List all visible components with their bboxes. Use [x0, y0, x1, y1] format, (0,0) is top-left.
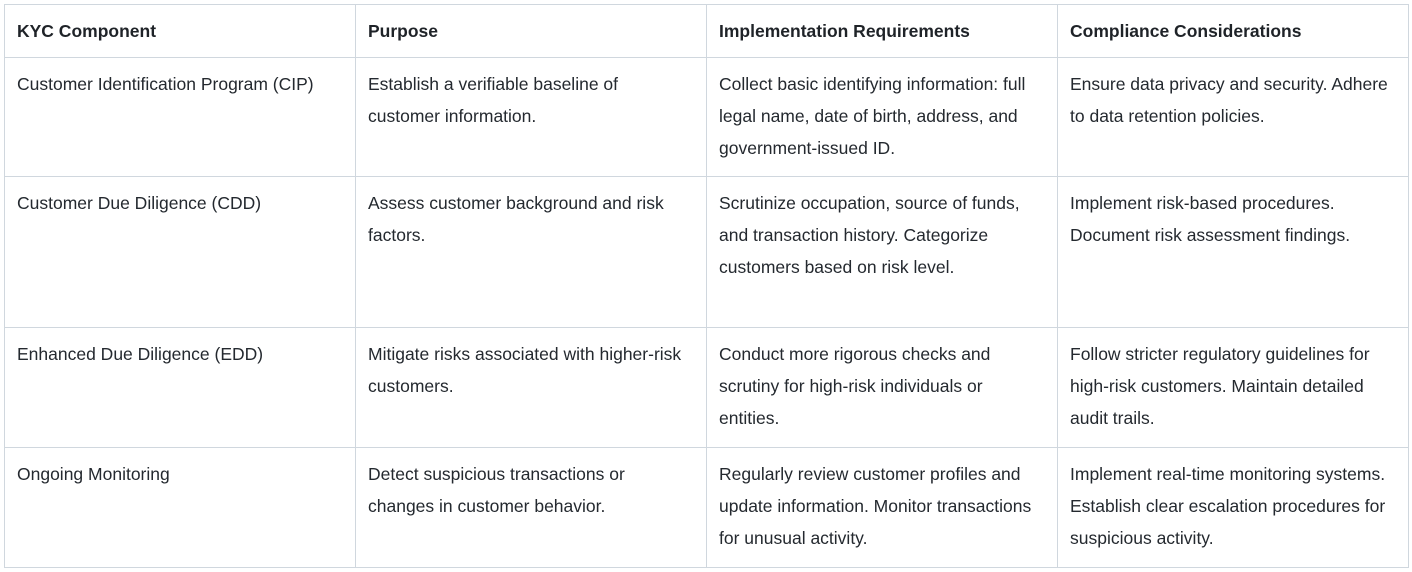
cell-kyc-component: Ongoing Monitoring [5, 448, 356, 568]
header-purpose: Purpose [356, 5, 707, 58]
cell-implementation-requirements: Scrutinize occupation, source of funds, and transaction history. Categorize customers based on risk level. [707, 177, 1058, 328]
cell-implementation-requirements: Conduct more rigorous checks and scrutiny for high-risk individuals or entities. [707, 328, 1058, 448]
table-row [5, 448, 1409, 568]
cell-purpose: Detect suspicious transactions or changes in customer behavior. [356, 448, 707, 568]
cell-compliance-considerations: Implement risk-based procedures. Document risk assessment findings. [1058, 177, 1409, 328]
table-row [5, 58, 1409, 177]
cell-kyc-component: Enhanced Due Diligence (EDD) [5, 328, 356, 448]
cell-purpose: Assess customer background and risk factors. [356, 177, 707, 328]
table-body [5, 58, 1409, 568]
table-header [5, 5, 1409, 58]
header-implementation-requirements: Implementation Requirements [707, 5, 1058, 58]
cell-implementation-requirements: Collect basic identifying information: full legal name, date of birth, address, and government-issued ID. [707, 58, 1058, 177]
cell-compliance-considerations: Follow stricter regulatory guidelines for high-risk customers. Maintain detailed audit trails. [1058, 328, 1409, 448]
cell-purpose: Establish a verifiable baseline of customer information. [356, 58, 707, 177]
header-kyc-component: KYC Component [5, 5, 356, 58]
header-compliance-considerations: Compliance Considerations [1058, 5, 1409, 58]
cell-kyc-component: Customer Due Diligence (CDD) [5, 177, 356, 328]
cell-kyc-component: Customer Identification Program (CIP) [5, 58, 356, 177]
table-row [5, 328, 1409, 448]
kyc-table [4, 4, 1409, 568]
cell-purpose: Mitigate risks associated with higher-risk customers. [356, 328, 707, 448]
cell-compliance-considerations: Ensure data privacy and security. Adhere to data retention policies. [1058, 58, 1409, 177]
cell-implementation-requirements: Regularly review customer profiles and update information. Monitor transactions for unusual activity. [707, 448, 1058, 568]
cell-compliance-considerations: Implement real-time monitoring systems. Establish clear escalation procedures for suspicious activity. [1058, 448, 1409, 568]
header-row [5, 5, 1409, 58]
table-row [5, 177, 1409, 328]
kyc-table-container [4, 4, 1408, 568]
